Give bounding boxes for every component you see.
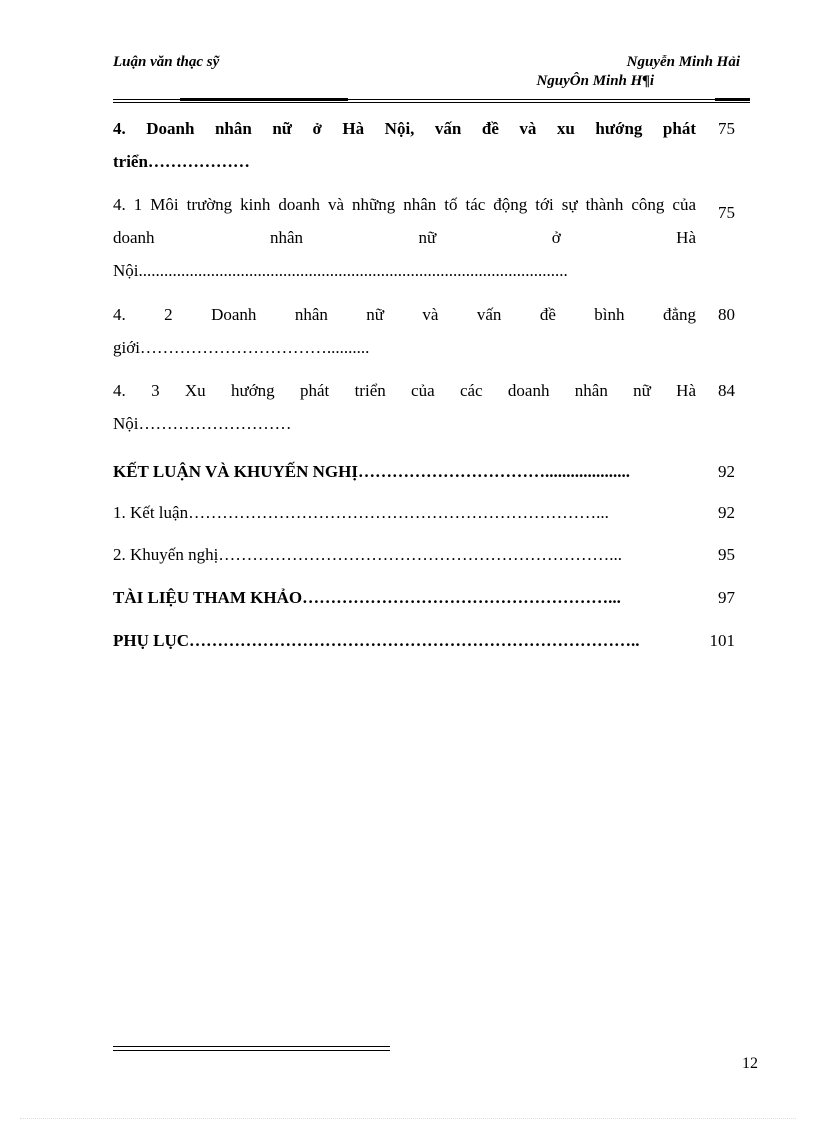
toc-entry-conclusion <box>113 455 735 488</box>
toc-entry-conclusion-page: 92 <box>718 462 735 481</box>
toc-entry-4-1 <box>113 188 735 287</box>
toc-entry-4-1-page: 75 <box>718 203 735 222</box>
toc-entry-appendix-page: 101 <box>709 631 735 650</box>
footer-rule-2 <box>113 1050 390 1051</box>
header-rule-thin-2 <box>113 102 750 103</box>
toc-entry-references <box>113 581 735 614</box>
toc-entry-4-1-line1: 4. 1 Môi trường kinh doanh và những nhân tố tác động tới sự thành công của <box>113 195 696 214</box>
header-rule-thick-1 <box>180 98 348 101</box>
header-author: Nguyễn Minh Hải <box>626 54 740 70</box>
toc-entry-4-2-page: 80 <box>718 305 735 324</box>
toc-entry-4 <box>113 112 735 178</box>
toc-entry-4-2 <box>113 298 735 364</box>
toc-entry-4-3-line1: 4. 3 Xu hướng phát triển của các doanh nhân nữ Hà <box>113 381 696 400</box>
page-number: 12 <box>742 1055 758 1072</box>
header-rule-thick-2 <box>715 98 750 101</box>
toc-entry-4-2-line1: 4. 2 Doanh nhân nữ và vấn đề bình đẳng <box>113 305 696 324</box>
toc-entry-4-1-line2: doanh nhân nữ ở Hà <box>113 228 696 247</box>
toc-entry-conclusion-text: KẾT LUẬN VÀ KHUYẾN NGHỊ…………………………….................... <box>113 462 630 481</box>
toc-entry-4-line2: triển……………… <box>113 152 250 171</box>
toc-entry-khuyen-nghi-text: 2. Khuyến nghị……………………………………………………………... <box>113 545 623 564</box>
toc-entry-khuyen-nghi-page: 95 <box>718 545 735 564</box>
footer-rule <box>113 1046 390 1047</box>
toc-entry-4-3-page: 84 <box>718 381 735 400</box>
toc-entry-4-1-line3: Nội..................................................................................................... <box>113 261 568 280</box>
toc-entry-4-page: 75 <box>718 119 735 138</box>
header-left-title: Luận văn thạc sỹ <box>113 54 220 70</box>
toc-entry-khuyen-nghi <box>113 538 735 571</box>
toc-entry-4-3 <box>113 374 735 440</box>
toc-entry-references-page: 97 <box>718 588 735 607</box>
toc-entry-references-text: TÀI LIỆU THAM KHẢO………………………………………………... <box>113 588 621 607</box>
toc-entry-ket-luan-page: 92 <box>718 503 735 522</box>
toc-entry-appendix <box>113 624 735 657</box>
toc-entry-4-line1: 4. Doanh nhân nữ ở Hà Nội, vấn đề và xu hướng phát <box>113 119 696 138</box>
toc-entry-appendix-text: PHỤ LỤC…………………………………………………………………….. <box>113 631 640 650</box>
page-bottom-border <box>20 1118 796 1119</box>
toc-entry-4-3-line2: Nội……………………… <box>113 414 292 433</box>
header-author-garbled: NguyÔn Minh H¶i <box>536 73 654 89</box>
toc-entry-ket-luan <box>113 496 735 529</box>
toc-entry-ket-luan-text: 1. Kết luận………………………………………………………………... <box>113 503 609 522</box>
toc-entry-4-2-line2: giới…………………………….......... <box>113 338 370 357</box>
